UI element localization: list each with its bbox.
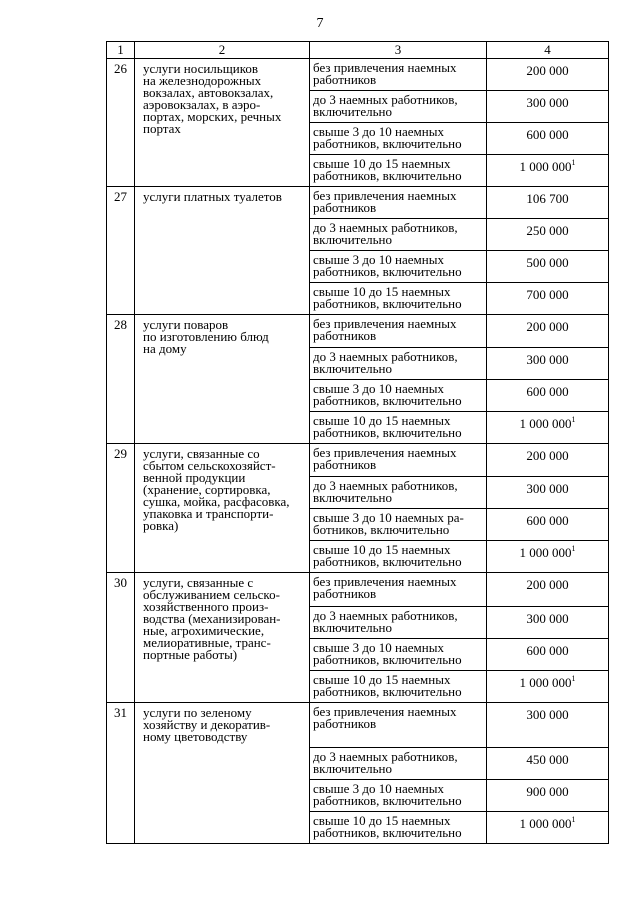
income-value-cell — [487, 380, 609, 412]
income-value-cell — [487, 541, 609, 573]
employee-condition: свыше 10 до 15 наемных работников, включительно — [310, 812, 487, 844]
income-value-cell — [487, 671, 609, 703]
employee-condition: свыше 10 до 15 наемных работников, включительно — [310, 541, 487, 573]
tariff-table — [106, 41, 609, 844]
header-col-4: 4 — [487, 42, 609, 59]
income-value: 600 000 — [526, 513, 569, 528]
row-number: 29 — [107, 444, 135, 573]
income-value: 1 000 000 — [519, 816, 572, 831]
income-value: 900 000 — [526, 784, 569, 799]
income-value-cell — [487, 477, 609, 509]
header-row — [107, 42, 609, 59]
income-value-cell — [487, 219, 609, 251]
income-value: 300 000 — [526, 707, 569, 722]
row-number: 27 — [107, 187, 135, 315]
income-value: 450 000 — [526, 752, 569, 767]
income-value: 106 700 — [526, 191, 569, 206]
header-col-2: 2 — [135, 42, 310, 59]
employee-condition: свыше 3 до 10 наемных ра- ботников, включительно — [310, 509, 487, 541]
income-value-cell — [487, 283, 609, 315]
employee-condition: до 3 наемных работников, включительно — [310, 477, 487, 509]
service-name: услуги поваров по изготовлению блюд на дому — [135, 315, 310, 444]
table-row — [107, 703, 609, 748]
income-value: 500 000 — [526, 255, 569, 270]
service-name: услуги, связанные с обслуживанием сельско- хозяйственного произ- водства (механизирован- ные, агрохимические, мелиоративные, транс- портные работы) — [135, 573, 310, 703]
income-value: 1 000 000 — [519, 545, 572, 560]
table-row — [107, 315, 609, 348]
employee-condition: без привлечения наемных работников — [310, 59, 487, 91]
table-row — [107, 59, 609, 91]
table-row — [107, 573, 609, 607]
income-value-cell — [487, 780, 609, 812]
income-value-cell — [487, 187, 609, 219]
income-value-cell — [487, 812, 609, 844]
income-value: 200 000 — [526, 63, 569, 78]
employee-condition: свыше 3 до 10 наемных работников, включительно — [310, 639, 487, 671]
table-body — [107, 59, 609, 844]
footnote-marker: 1 — [571, 815, 576, 824]
employee-condition: до 3 наемных работников, включительно — [310, 91, 487, 123]
employee-condition: свыше 10 до 15 наемных работников, включительно — [310, 671, 487, 703]
row-number: 30 — [107, 573, 135, 703]
footnote-marker: 1 — [571, 415, 576, 424]
service-name: услуги носильщиков на железнодорожных вокзалах, автовокзалах, аэровокзалах, в аэро- портах, морских, речных портах — [135, 59, 310, 187]
employee-condition: до 3 наемных работников, включительно — [310, 607, 487, 639]
service-name: услуги по зеленому хозяйству и декоратив- ному цветоводству — [135, 703, 310, 844]
footnote-marker: 1 — [571, 158, 576, 167]
employee-condition: без привлечения наемных работников — [310, 703, 487, 748]
employee-condition: без привлечения наемных работников — [310, 187, 487, 219]
employee-condition: свыше 3 до 10 наемных работников, включительно — [310, 780, 487, 812]
header-col-1: 1 — [107, 42, 135, 59]
income-value: 1 000 000 — [519, 675, 572, 690]
income-value: 300 000 — [526, 481, 569, 496]
employee-condition: до 3 наемных работников, включительно — [310, 748, 487, 780]
income-value-cell — [487, 748, 609, 780]
footnote-marker: 1 — [571, 544, 576, 553]
service-name: услуги платных туалетов — [135, 187, 310, 315]
row-number: 26 — [107, 59, 135, 187]
income-value-cell — [487, 123, 609, 155]
income-value-cell — [487, 509, 609, 541]
income-value: 250 000 — [526, 223, 569, 238]
income-value-cell — [487, 348, 609, 380]
income-value-cell — [487, 412, 609, 444]
income-value: 200 000 — [526, 577, 569, 592]
income-value: 700 000 — [526, 287, 569, 302]
income-value-cell — [487, 315, 609, 348]
row-number: 31 — [107, 703, 135, 844]
income-value-cell — [487, 703, 609, 748]
employee-condition: свыше 3 до 10 наемных работников, включительно — [310, 380, 487, 412]
service-name: услуги, связанные со сбытом сельскохозяйст- венной продукции (хранение, сортировка, сушка, мойка, расфасовка, упаковка и транспорти- ровка) — [135, 444, 310, 573]
income-value-cell — [487, 91, 609, 123]
employee-condition: свыше 10 до 15 наемных работников, включительно — [310, 283, 487, 315]
income-value: 1 000 000 — [519, 159, 572, 174]
table-row — [107, 444, 609, 477]
header-col-3: 3 — [310, 42, 487, 59]
income-value: 300 000 — [526, 95, 569, 110]
table-row — [107, 187, 609, 219]
employee-condition: свыше 10 до 15 наемных работников, включительно — [310, 412, 487, 444]
income-value-cell — [487, 59, 609, 91]
income-value: 600 000 — [526, 127, 569, 142]
income-value: 300 000 — [526, 611, 569, 626]
income-value: 600 000 — [526, 643, 569, 658]
employee-condition: без привлечения наемных работников — [310, 444, 487, 477]
income-value: 200 000 — [526, 319, 569, 334]
employee-condition: свыше 10 до 15 наемных работников, включительно — [310, 155, 487, 187]
income-value-cell — [487, 573, 609, 607]
row-number: 28 — [107, 315, 135, 444]
employee-condition: без привлечения наемных работников — [310, 315, 487, 348]
footnote-marker: 1 — [571, 674, 576, 683]
employee-condition: до 3 наемных работников, включительно — [310, 348, 487, 380]
income-value-cell — [487, 444, 609, 477]
income-value: 300 000 — [526, 352, 569, 367]
income-value: 1 000 000 — [519, 416, 572, 431]
income-value: 200 000 — [526, 448, 569, 463]
income-value-cell — [487, 639, 609, 671]
employee-condition: свыше 3 до 10 наемных работников, включительно — [310, 123, 487, 155]
page-number: 7 — [316, 16, 324, 31]
employee-condition: свыше 3 до 10 наемных работников, включительно — [310, 251, 487, 283]
income-value-cell — [487, 251, 609, 283]
income-value-cell — [487, 607, 609, 639]
income-value-cell — [487, 155, 609, 187]
employee-condition: до 3 наемных работников, включительно — [310, 219, 487, 251]
income-value: 600 000 — [526, 384, 569, 399]
employee-condition: без привлечения наемных работников — [310, 573, 487, 607]
